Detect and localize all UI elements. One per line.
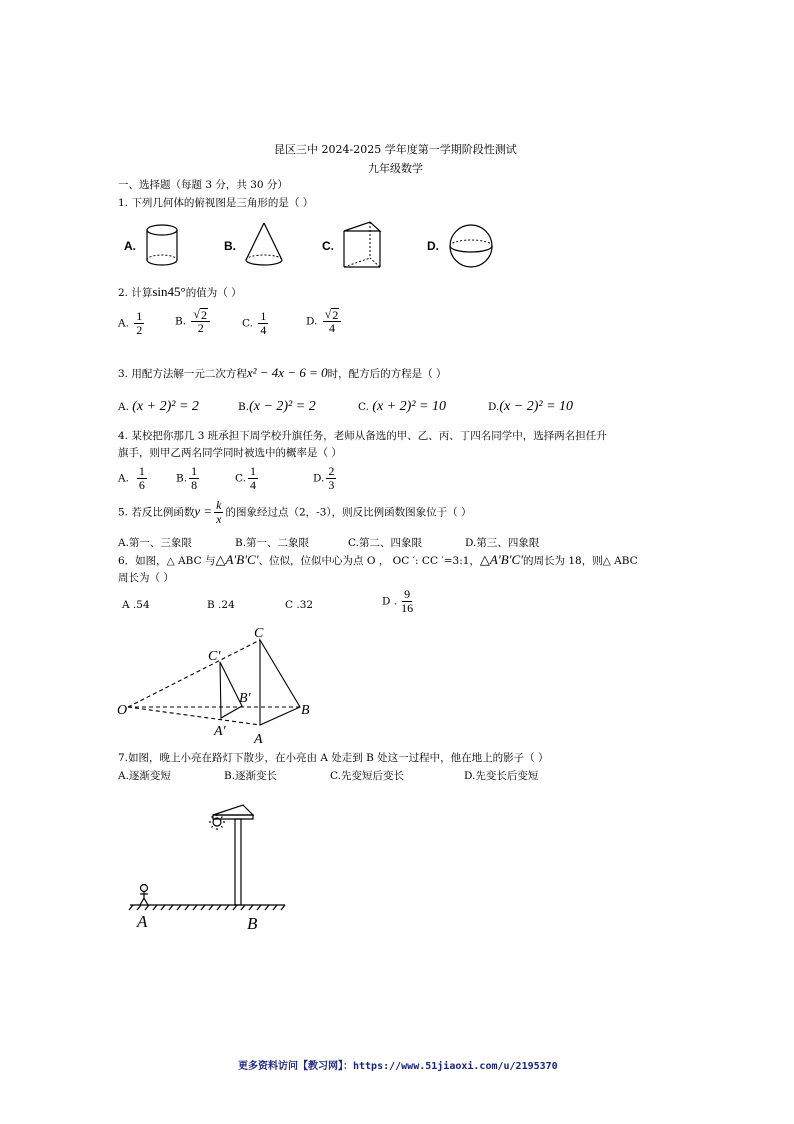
q3-stem-math: x² − 4x − 6 = 0: [246, 365, 328, 380]
q4-option-b: B. $\frac{1}{8}$: [176, 464, 198, 492]
q6-option-b: B .24: [207, 599, 235, 611]
q2-option-c-label: C.: [242, 317, 253, 330]
q5-stem: [118, 499, 471, 526]
q3-stem-suffix: 时，配方后的方程是（ ）: [327, 368, 447, 380]
q1-option-d-label: D.: [427, 239, 439, 253]
q5-option-d: D.第三、四象限: [465, 537, 540, 549]
q1-stem: 1. 下列几何体的俯视图是三角形的是（ ）: [118, 197, 314, 209]
q7-option-a: A.逐渐变短: [118, 770, 171, 782]
q2-option-a-label: A.: [118, 317, 129, 330]
footer-link[interactable]: 更多资料访问【教习网】：https://www.51jiaoxi.com/u/2195370: [238, 1061, 558, 1072]
q2-option-a-frac: $\frac{1}{2}$: [136, 309, 143, 337]
q6-line1: 6．如图，△ ABC 与△A′B′C′、位似，位似中心为点 O ， OC ′: CC ′=3:1，△A′B′C′的周长为 18，则△ ABC: [118, 552, 638, 567]
q2-stem: [118, 284, 242, 300]
q2-option-b-label: B.: [175, 315, 187, 328]
q3-stem: [118, 365, 446, 381]
q2-option-b-frac: √ 2 2: [191, 308, 210, 335]
point-b1-label: B′: [239, 691, 251, 706]
q5-option-c: C.第二、四象限: [348, 537, 422, 549]
sphere-icon: [447, 222, 495, 270]
q5-stem-frac: $\frac{k}{x}$: [216, 498, 222, 526]
q6-line1-math: △A′B′C′: [215, 552, 259, 567]
q5-stem-suffix: 的图象经过点（2，-3），则反比例函数图象位于（ ）: [225, 506, 472, 519]
q3-option-d-math: (x − 2)² = 10: [499, 399, 574, 414]
q4-line1: 4. 某校把你那几 3 班承担下周学校升旗任务，老师从备选的甲、乙、丙、丁四名同学中，选择两名担任升: [118, 430, 607, 442]
q4-option-d: D. $\frac{2}{3}$: [313, 464, 335, 492]
q3-option-a: A. (x + 2)² = 2: [118, 399, 199, 414]
q5-option-b: B.第一、二象限: [235, 537, 310, 549]
q2-stem-prefix: 2. 计算: [118, 287, 153, 299]
q1-option-c-label: C.: [322, 239, 334, 253]
q6-option-a: A .54: [122, 599, 150, 611]
q3-option-c: C. (x + 2)² = 10: [358, 399, 446, 414]
q5-stem-prefix: 5. 若反比例函数: [118, 506, 195, 519]
q2-stem-math: sin45°: [152, 284, 186, 299]
q7-stem: 7.如图，晚上小亮在路灯下散步，在小亮由 A 处走到 B 处这一过程中，他在地上的影子（ ）: [118, 752, 549, 764]
street-lamp-figure: [125, 795, 290, 937]
point-a-label: A: [254, 732, 263, 747]
exam-subtitle: 九年级数学: [368, 162, 423, 175]
point-c-label: C: [254, 626, 264, 641]
q1-option-a-label: A.: [124, 239, 136, 253]
cone-icon: [242, 220, 286, 270]
q2-option-d-label: D.: [306, 315, 318, 328]
q6-line1-math2: △A′B′C′: [479, 552, 524, 567]
q2-option-b: [175, 308, 212, 335]
q2-option-c: [242, 310, 270, 337]
point-a-label-q7: A: [137, 912, 148, 931]
point-c1-label: C′: [208, 649, 221, 664]
q2-option-d-frac: √ 2 4: [323, 308, 342, 335]
q6-option-c: C .32: [285, 599, 314, 611]
homothety-figure: [110, 622, 325, 747]
q6-option-d: D . $\frac{9}{16}$: [382, 587, 414, 615]
q4-line2: 旗手，则甲乙两名同学同时被选中的概率是（ ）: [118, 447, 342, 459]
q1-option-b-label: B.: [224, 239, 236, 253]
point-b-label: B: [301, 703, 310, 718]
exam-title: 昆区三中 2024-2025 学年度第一学期阶段性测试: [274, 143, 517, 156]
q4-option-a: A. $\frac{1}{6}$: [118, 464, 145, 492]
q3-option-b-math: (x − 2)² = 2: [249, 399, 316, 414]
q7-option-d: D.先变长后变短: [464, 770, 539, 782]
q6-line2: 周长为（ ）: [118, 572, 174, 584]
q2-stem-suffix: 的值为（ ）: [185, 287, 242, 299]
point-o-label: O: [117, 703, 128, 718]
q7-option-c: C.先变短后变长: [330, 770, 404, 782]
q3-option-d: D.(x − 2)² = 10: [488, 399, 574, 414]
q7-option-b: B.逐渐变长: [224, 770, 278, 782]
triangular-prism-icon: [340, 219, 386, 271]
point-a1-label: A′: [214, 724, 226, 739]
q3-option-a-math: (x + 2)² = 2: [132, 399, 199, 414]
point-b-label-q7: B: [247, 914, 258, 933]
q3-option-c-math: (x + 2)² = 10: [372, 399, 446, 414]
q5-option-a: A.第一、三象限: [118, 537, 192, 549]
q4-option-c: C. $\frac{1}{4}$: [235, 464, 256, 492]
q2-option-c-frac: $\frac{1}{4}$: [260, 309, 267, 337]
q5-stem-y: y =: [194, 503, 213, 519]
q2-option-a: [118, 310, 146, 337]
q3-option-b: B.(x − 2)² = 2: [238, 399, 316, 414]
section-heading: 一、选择题（每题 3 分，共 30 分）: [118, 179, 288, 191]
q3-stem-prefix: 3. 用配方法解一元二次方程: [118, 368, 247, 380]
cylinder-icon: [144, 222, 180, 270]
q2-option-d: [306, 308, 343, 335]
